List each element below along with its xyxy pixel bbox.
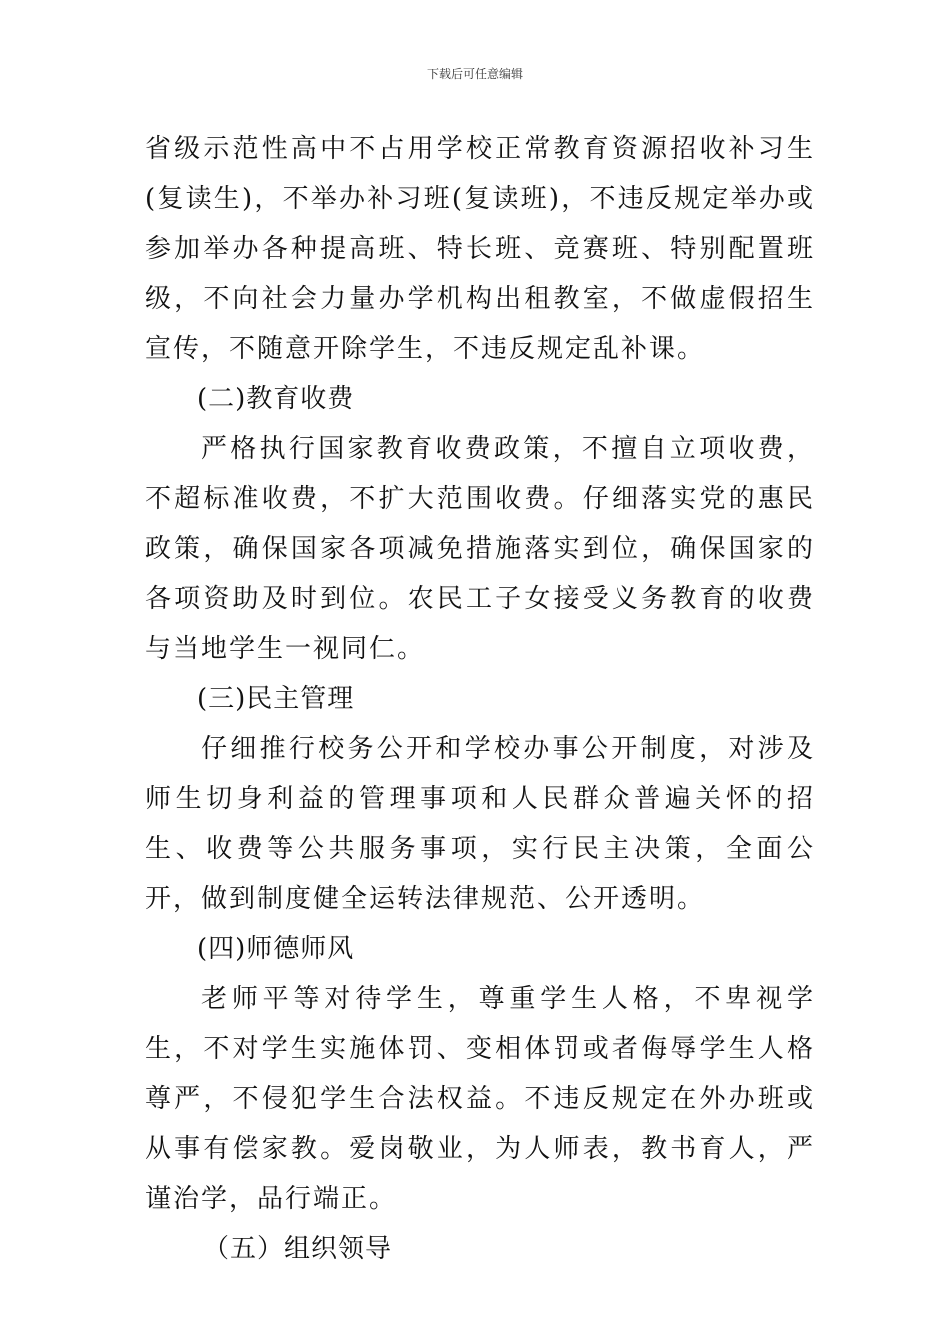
document-body <box>145 124 815 1274</box>
paragraph-ethics: 老师平等对待学生，尊重学生人格，不卑视学生，不对学生实施体罚、变相体罚或者侮辱学生人格尊严，不侵犯学生合法权益。不违反规定在外办班或从事有偿家教。爱岗敬业，为人师表，教书育人，严谨治学，品行端正。 <box>145 984 815 1214</box>
paragraph-fees: 严格执行国家教育收费政策，不擅自立项收费，不超标准收费，不扩大范围收费。仔细落实党的惠民政策，确保国家各项减免措施落实到位，确保国家的各项资助及时到位。农民工子女接受义务教育的收费与当地学生一视同仁。 <box>145 434 815 664</box>
section-heading-leadership: （五）组织领导 <box>203 1234 393 1264</box>
page-header: 下载后可任意编辑 <box>426 67 523 81</box>
section-heading-ethics: (四)师德师风 <box>197 934 355 964</box>
section-heading-management: (三)民主管理 <box>197 684 355 714</box>
section-heading-fees: (二)教育收费 <box>197 384 355 414</box>
paragraph-management: 仔细推行校务公开和学校办事公开制度，对涉及师生切身利益的管理事项和人民群众普遍关怀的招生、收费等公共服务事项，实行民主决策，全面公开，做到制度健全运转法律规范、公开透明。 <box>145 734 815 914</box>
paragraph-enrollment: 省级示范性高中不占用学校正常教育资源招收补习生(复读生)，不举办补习班(复读班)，不违反规定举办或参加举办各种提高班、特长班、竞赛班、特别配置班级，不向社会力量办学机构出租教室，不做虚假招生宣传，不随意开除学生，不违反规定乱补课。 <box>145 134 815 364</box>
